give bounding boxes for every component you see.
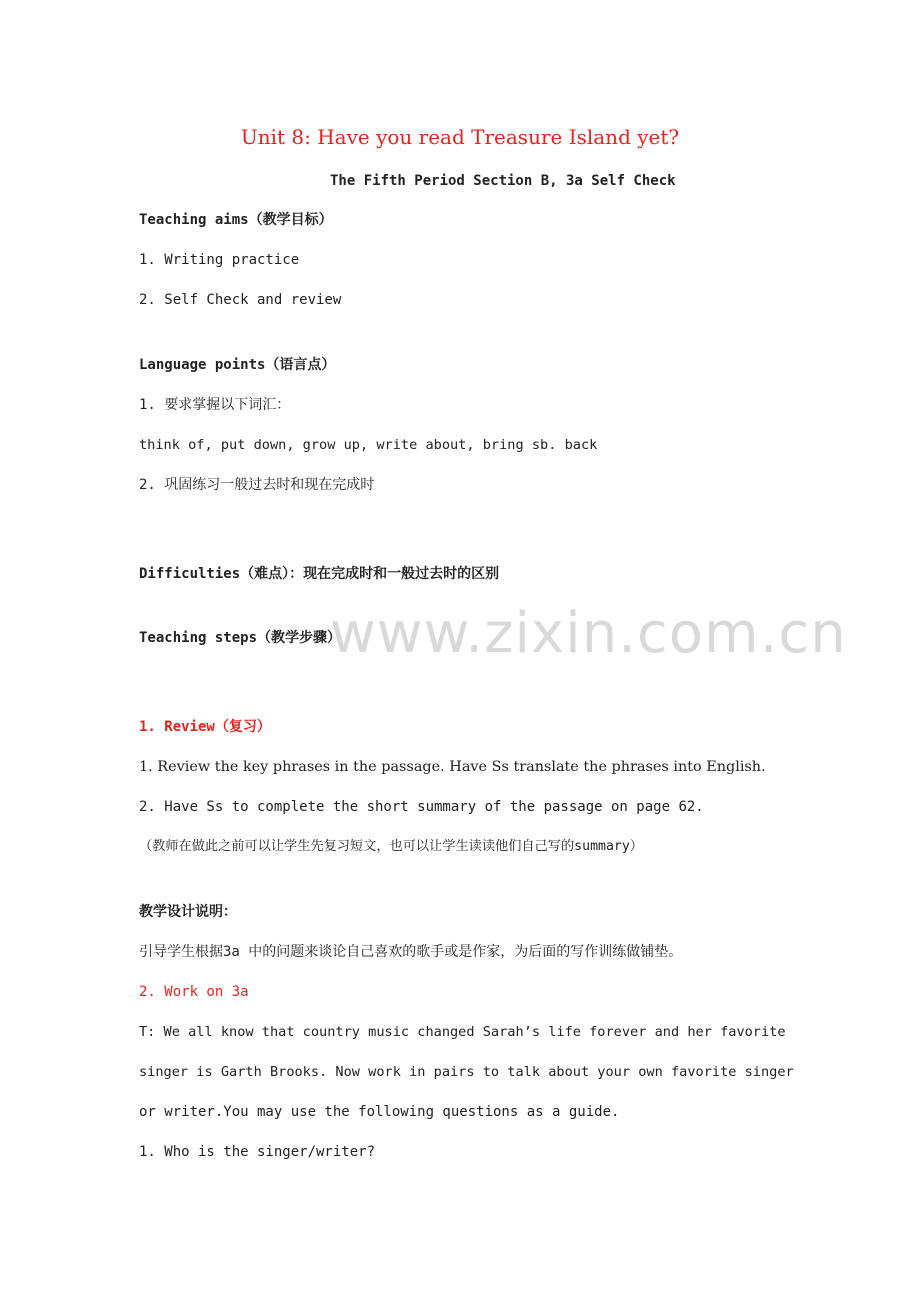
heading-teaching-steps: Teaching steps（教学步骤） (139, 630, 342, 646)
document-title: Unit 8: Have you read Treasure Island yet? (240, 125, 680, 149)
aim-item-1: 1. Writing practice (139, 252, 300, 268)
language-point-1: 1. 要求掌握以下词汇： (139, 397, 291, 413)
aim-item-2: 2. Self Check and review (139, 292, 342, 308)
design-note-heading: 教学设计说明： (139, 904, 237, 920)
step-2-paragraph-line-2: singer is Garth Brooks. Now work in pairs to talk about your own favorite singer (139, 1064, 794, 1080)
watermark: www.zixin.com.cn (330, 601, 847, 666)
heading-difficulties: Difficulties（难点）：现在完成时和一般过去时的区别 (139, 566, 500, 582)
heading-language-points: Language points（语言点） (139, 357, 336, 373)
step-1-item-1: 1. Review the key phrases in the passage. Have Ss translate the phrases into English. (139, 759, 766, 775)
step-2-paragraph-line-3: or writer.You may use the following questions as a guide. (139, 1104, 620, 1120)
language-point-2: 2. 巩固练习一般过去时和现在完成时 (139, 477, 375, 493)
heading-teaching-aims: Teaching aims（教学目标） (139, 212, 333, 228)
document-subtitle: The Fifth Period Section B, 3a Self Check (330, 173, 676, 189)
design-note-text: 引导学生根据3a 中的问题来谈论自己喜欢的歌手或是作家，为后面的写作训练做铺垫。 (139, 944, 683, 960)
step-1-heading: 1. Review（复习） (139, 719, 271, 735)
step-1-item-2: 2. Have Ss to complete the short summary of the passage on page 62. (139, 799, 704, 815)
step-2-heading: 2. Work on 3a (139, 984, 249, 1000)
step-2-paragraph-line-1: T: We all know that country music changed Sarah’s life forever and her favorite (139, 1024, 786, 1040)
guide-question-1: 1. Who is the singer/writer? (139, 1144, 376, 1160)
teacher-note: （教师在做此之前可以让学生先复习短文，也可以让学生读读他们自己写的summary） (139, 839, 643, 854)
vocabulary-list: think of, put down, grow up, write about, bring sb. back (139, 437, 598, 453)
